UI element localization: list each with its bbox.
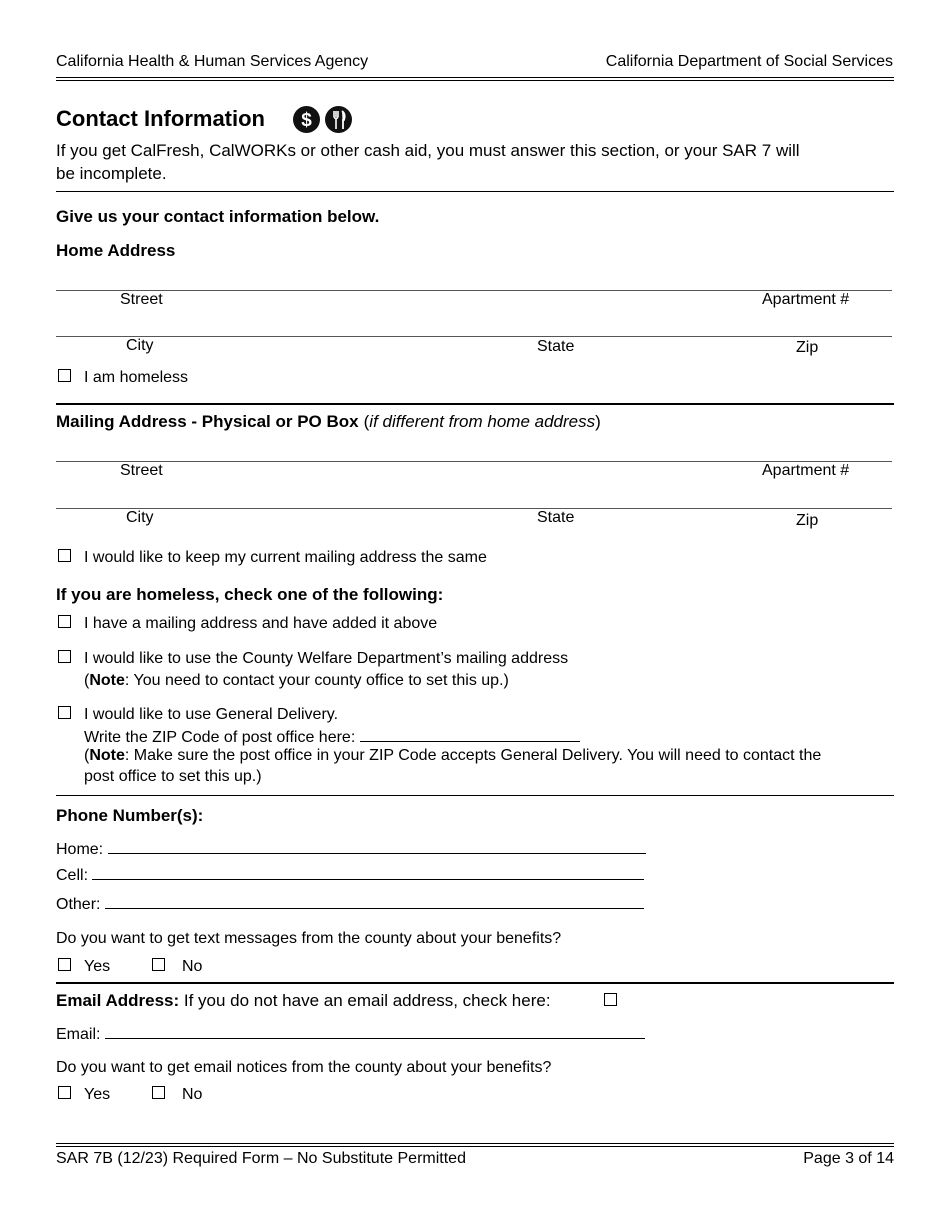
footer-page-number: Page 3 of 14 (803, 1150, 894, 1167)
section-divider (56, 795, 894, 796)
phone-cell-field[interactable] (92, 865, 644, 880)
svg-text:$: $ (301, 110, 312, 131)
general-delivery-checkbox[interactable] (58, 706, 71, 719)
mailing-city-field[interactable] (56, 508, 892, 509)
home-apartment-label: Apartment # (762, 291, 850, 308)
section-divider (56, 403, 894, 405)
section-divider (56, 982, 894, 984)
general-delivery-label: I would like to use General Delivery. (84, 706, 339, 723)
no-email-checkbox[interactable] (604, 993, 617, 1006)
text-no-label: No (182, 958, 203, 975)
email-no-checkbox[interactable] (152, 1086, 165, 1099)
email-label: Email: (56, 1024, 645, 1044)
county-mailing-note: (Note: You need to contact your county office to set this up.) (84, 672, 509, 689)
text-no-checkbox[interactable] (152, 958, 165, 971)
page-title: Contact Information (56, 106, 265, 131)
email-notices-question: Do you want to get email notices from the county about your benefits? (56, 1059, 552, 1076)
county-mailing-checkbox[interactable] (58, 650, 71, 663)
footer-form-id: SAR 7B (12/23) Required Form – No Substitute Permitted (56, 1150, 466, 1167)
has-mailing-checkbox[interactable] (58, 615, 71, 628)
text-yes-checkbox[interactable] (58, 958, 71, 971)
header-agency: California Health & Human Services Agency (56, 53, 369, 70)
general-delivery-zip-label: Write the ZIP Code of post office here: (84, 727, 580, 747)
phone-other-label: Other: (56, 894, 644, 914)
email-yes-label: Yes (84, 1086, 111, 1103)
home-city-label: City (126, 337, 154, 354)
mailing-street-label: Street (120, 462, 163, 479)
mailing-city-label: City (126, 509, 154, 526)
email-field[interactable] (105, 1024, 645, 1039)
intro-text-line2: be incomplete. (56, 164, 167, 183)
keep-mailing-label: I would like to keep my current mailing address the same (84, 549, 487, 566)
fork-knife-icon (325, 106, 352, 133)
mailing-zip-label: Zip (796, 512, 819, 529)
dollar-icon (293, 106, 320, 133)
mailing-state-label: State (537, 509, 575, 526)
footer-divider (56, 1143, 894, 1147)
email-no-label: No (182, 1086, 203, 1103)
home-zip-label: Zip (796, 339, 819, 356)
keep-mailing-checkbox[interactable] (58, 549, 71, 562)
phone-home-field[interactable] (108, 839, 646, 854)
general-delivery-note: (Note: Make sure the post office in your ZIP Code accepts General Delivery. You will need to contact the (84, 747, 822, 764)
header-department: California Department of Social Services (605, 53, 893, 70)
phone-home-label: Home: (56, 839, 646, 859)
phone-other-field[interactable] (105, 894, 644, 909)
email-heading: Email Address: If you do not have an email address, check here: (56, 991, 551, 1010)
text-yes-label: Yes (84, 958, 111, 975)
county-mailing-label: I would like to use the County Welfare Department’s mailing address (84, 650, 569, 667)
phone-heading: Phone Number(s): (56, 806, 204, 825)
text-messages-question: Do you want to get text messages from the county about your benefits? (56, 930, 562, 947)
home-state-label: State (537, 338, 575, 355)
home-street-label: Street (120, 291, 163, 308)
email-yes-checkbox[interactable] (58, 1086, 71, 1099)
give-info-heading: Give us your contact information below. (56, 207, 380, 226)
homeless-label: I am homeless (84, 369, 189, 386)
homeless-checkbox[interactable] (58, 369, 71, 382)
mailing-apartment-label: Apartment # (762, 462, 850, 479)
mailing-address-heading: Mailing Address - Physical or PO Box (if different from home address) (56, 412, 601, 431)
general-delivery-zip-field[interactable] (360, 727, 580, 742)
general-delivery-note-line2: post office to set this up.) (84, 768, 262, 785)
intro-text-line1: If you get CalFresh, CalWORKs or other cash aid, you must answer this section, or your SAR 7 will (56, 141, 800, 160)
section-divider (56, 191, 894, 192)
has-mailing-label: I have a mailing address and have added it above (84, 615, 438, 632)
home-address-heading: Home Address (56, 241, 176, 260)
phone-cell-label: Cell: (56, 865, 644, 885)
homeless-options-heading: If you are homeless, check one of the following: (56, 585, 444, 604)
home-city-field[interactable] (56, 336, 892, 337)
header-divider (56, 77, 894, 81)
